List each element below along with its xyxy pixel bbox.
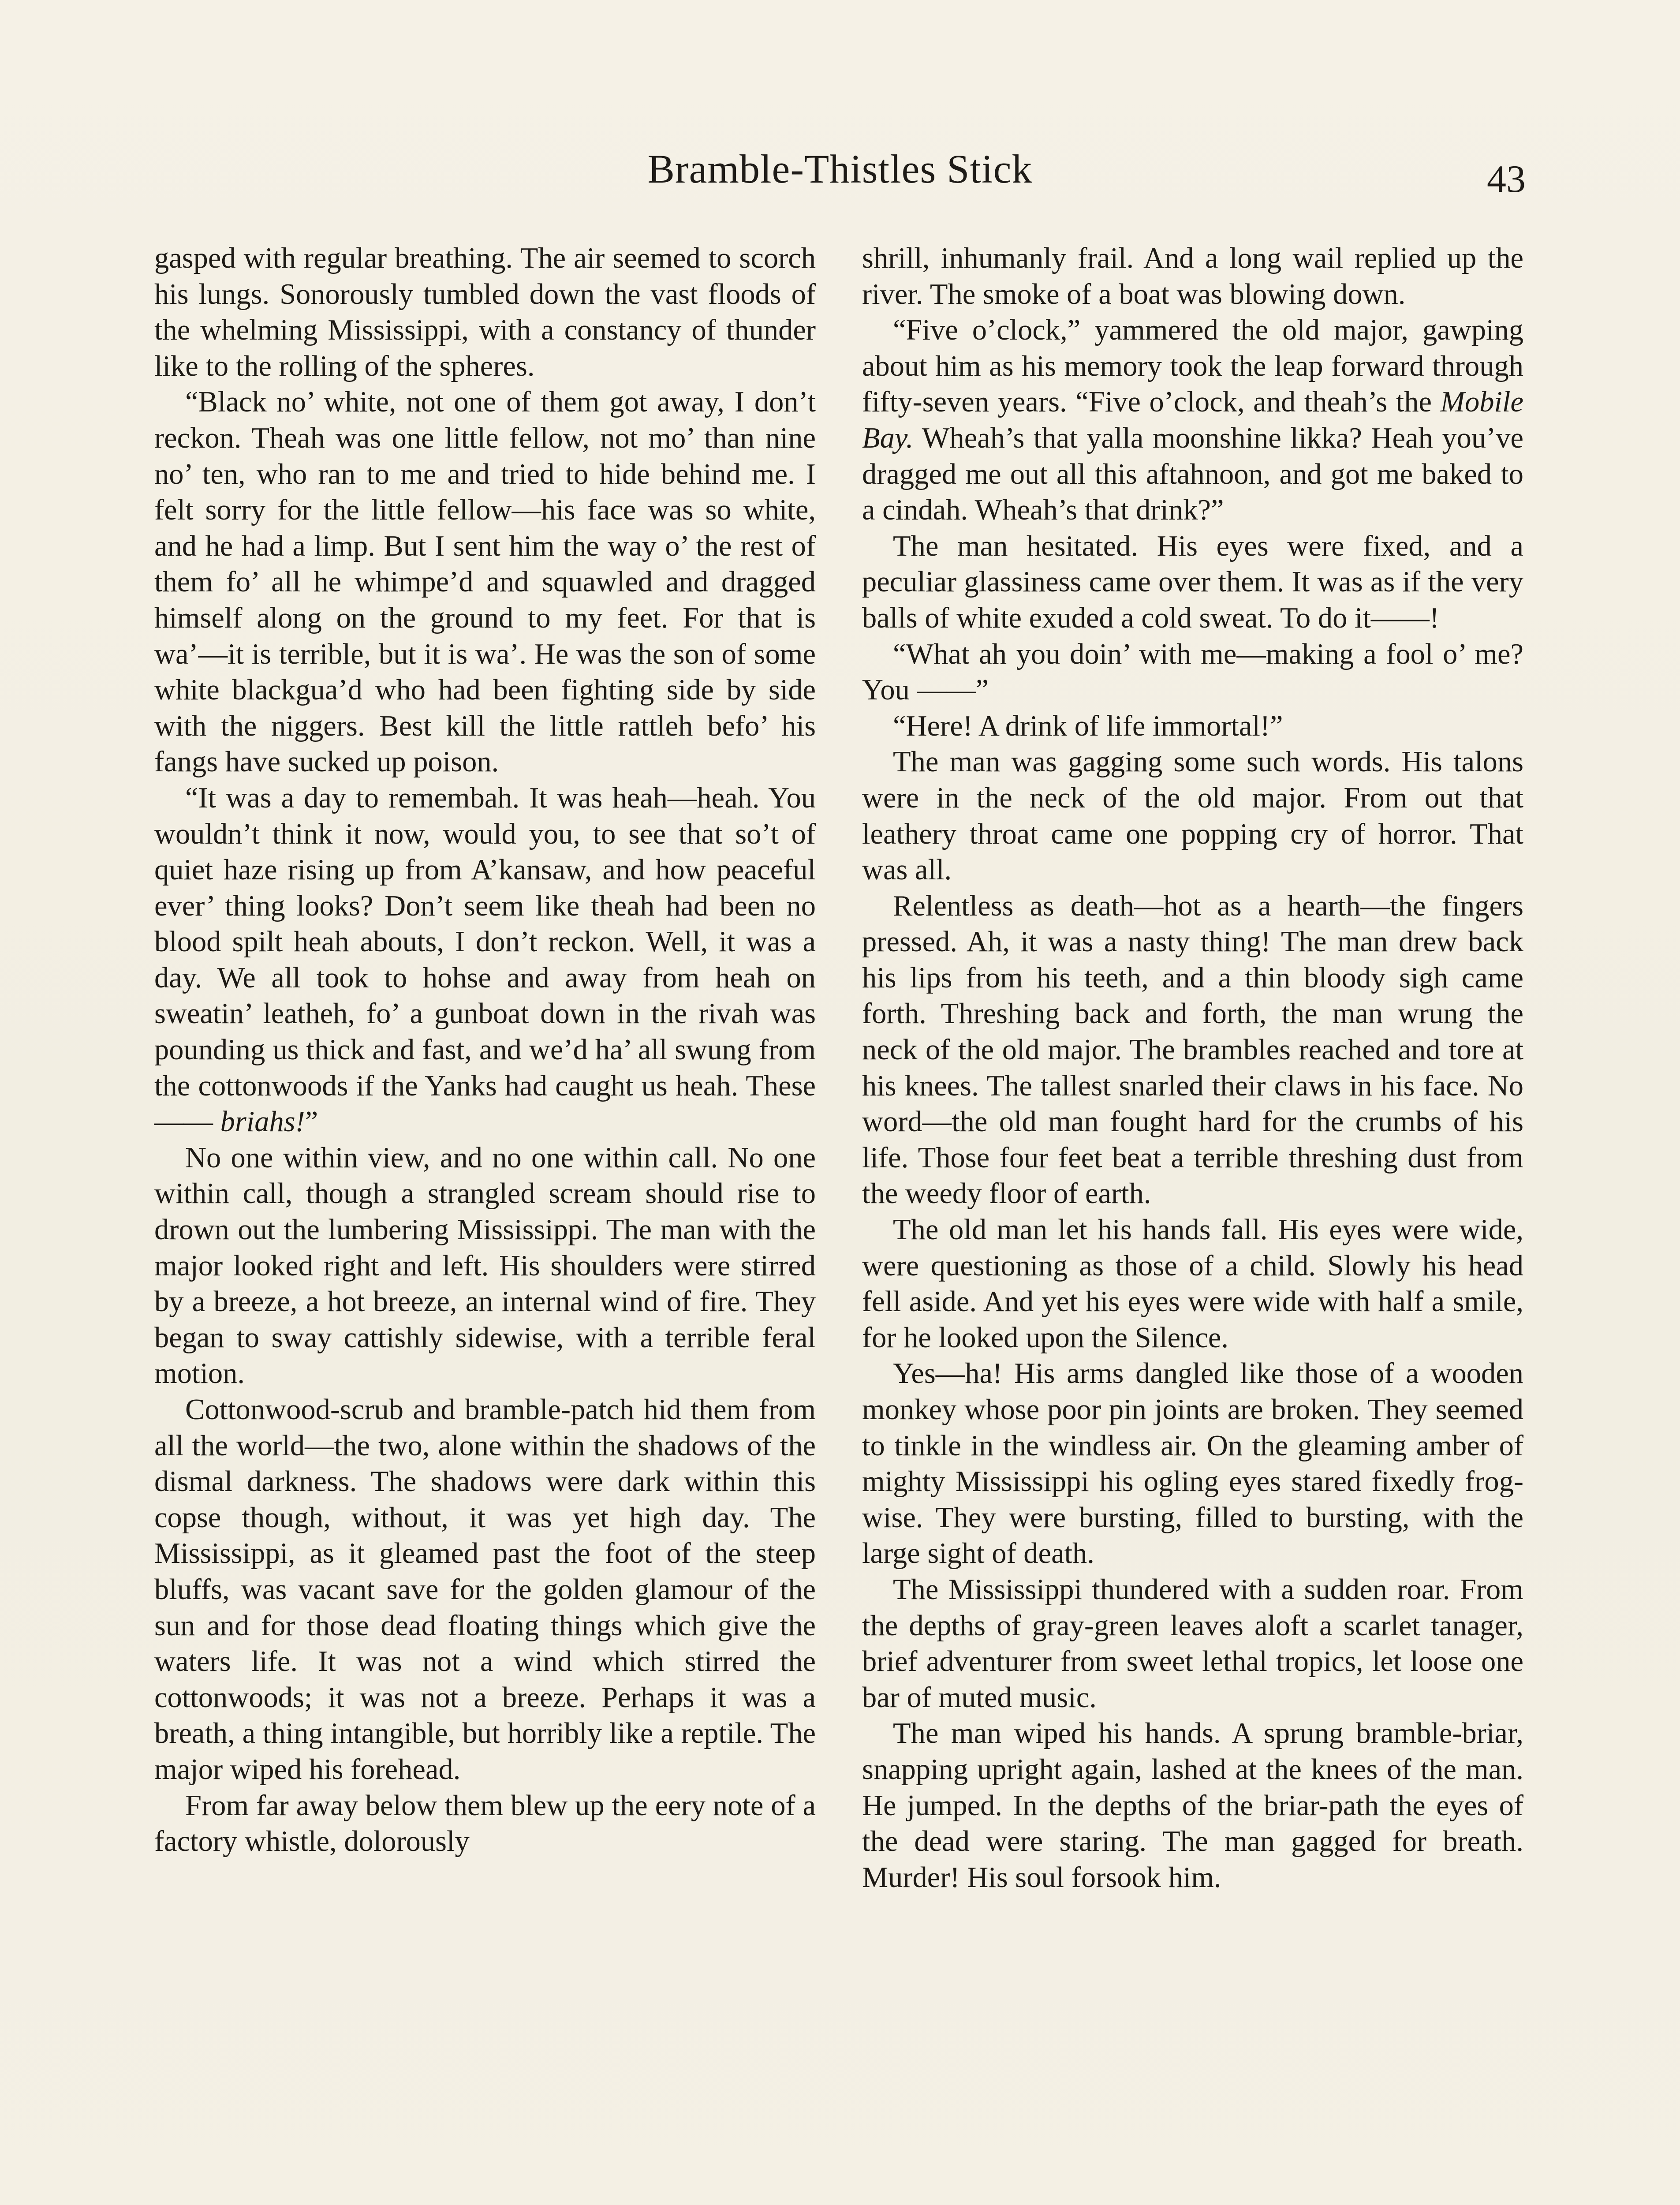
paragraph-text: “Five o’clock,” yammered the old major, gawping about him as his memory took the leap forward through fifty-seven years. “Five o’clock, and theah’s the [862,314,1523,419]
running-title: Bramble-Thistles Stick [647,146,1033,191]
right-column [862,240,1523,1895]
paragraph: gasped with regular breathing. The air seemed to scorch his lungs. Sonorously tumbled down the vast floods of the whelming Mississippi, with a constancy of thunder like to the rolling of the spheres. [154,242,816,382]
paragraph: shrill, inhumanly frail. And a long wail replied up the river. The smoke of a boat was blowing down. [862,242,1523,310]
paragraph: Cottonwood-scrub and bramble-patch hid them from all the world—the two, alone within the shadows of the dismal darkness. The shadows were dark within this copse though, without, it was yet high day. The Mississippi, as it gleamed past the foot of the steep bluffs, was vacant save for the golden glamour of the sun and for those dead floating things which give the waters life. It was not a wind which stirred the cottonwoods; it was not a breeze. Perhaps it was a breath, a thing intangible, but horribly like a reptile. The major wiped his forehead. [154,1394,816,1786]
paragraph: The Mississippi thundered with a sudden roar. From the depths of gray-green leaves aloft a scarlet tanager, brief adventurer from sweet lethal tropics, let loose one bar of muted music. [862,1573,1523,1714]
page-number: 43 [1487,158,1526,201]
paragraph [862,312,1523,528]
left-column [154,240,816,1860]
paragraph: “Here! A drink of life immortal!” [893,710,1283,742]
italic-text: Mobile Bay. [862,386,1523,454]
paragraph-text: “It was a day to remembah. It was heah—heah. You wouldn’t think it now, would you, to see that so’t of quiet haze rising up from A’kansaw, and how peaceful ever’ thing looks? Don’t seem like theah had been no blood spilt heah abouts, I don’t reckon. Well, it was a day. We all took to hohse and away from heah on sweatin’ leatheh, fo’ a gunboat down in the rivah was pounding us thick and fast, and we’d ha’ all swung from the cottonwoods if the Yanks had caught us heah. These —— [154,781,816,1138]
paragraph: The man was gagging some such words. His talons were in the neck of the old major. From out that leathery throat came one popping cry of horror. That was all. [862,746,1523,886]
paragraph: The man wiped his hands. A sprung bramble-briar, snapping upright again, lashed at the knees of the man. He jumped. In the depths of the briar-path the eyes of the dead were staring. The man gagged for breath. Murder! His soul forsook him. [862,1717,1523,1894]
paragraph [154,780,816,1140]
paragraph: The man hesitated. His eyes were fixed, and a peculiar glassiness came over them. It was as if the very balls of white exuded a cold sweat. To do it——! [862,530,1523,634]
paragraph-text: Wheah’s that yalla moonshine likka? Heah you’ve dragged me out all this aftahnoon, and got me baked to a cindah. Wheah’s that drink?” [862,422,1523,527]
paragraph: Yes—ha! His arms dangled like those of a wooden monkey whose poor pin joints are broken. They seemed to tinkle in the windless air. On the gleaming amber of mighty Mississippi his ogling eyes stared fixedly frog-wise. They were bursting, filled to bursting, with the large sight of death. [862,1357,1523,1570]
paragraph: “What ah you doin’ with me—making a fool o’ me? You ——” [862,638,1523,706]
paragraph: No one within view, and no one within call. No one within call, though a strangled scream should rise to drown out the lumbering Mississippi. The man with the major looked right and left. His shoulders were stirred by a breeze, a hot breeze, an internal wind of fire. They began to sway cattishly sidewise, with a terrible feral motion. [154,1141,816,1390]
paragraph: The old man let his hands fall. His eyes were wide, were questioning as those of a child. Slowly his head fell aside. And yet his eyes were wide with half a smile, for he looked upon the Silence. [862,1214,1523,1354]
closing-quote: ” [305,1106,318,1138]
paragraph: Relentless as death—hot as a hearth—the fingers pressed. Ah, it was a nasty thing! The man drew back his lips from his teeth, and a thin bloody sigh came forth. Threshing back and forth, the man wrung the neck of the old major. The brambles reached and tore at his knees. The tallest snarled their claws in his face. No word—the old man fought hard for the crumbs of his life. Those four feet beat a terrible threshing dust from the weedy floor of earth. [862,889,1523,1210]
paragraph: “Black no’ white, not one of them got away, I don’t reckon. Theah was one little fellow, not mo’ than nine no’ ten, who ran to me and tried to hide behind me. I felt sorry for the little fellow—his face was so white, and he had a limp. But I sent him the way o’ the rest of them fo’ all he whimpe’d and squawled and dragged himself along on the ground to my feet. For that is wa’—it is terrible, but it is wa’. He was the son of some white blackgua’d who had been fighting side by side with the niggers. Best kill the little rattleh befo’ his fangs have sucked up poison. [154,386,816,778]
paragraph: From far away below them blew up the eery note of a factory whistle, dolorously [154,1789,816,1858]
italic-text: briahs! [220,1106,305,1138]
